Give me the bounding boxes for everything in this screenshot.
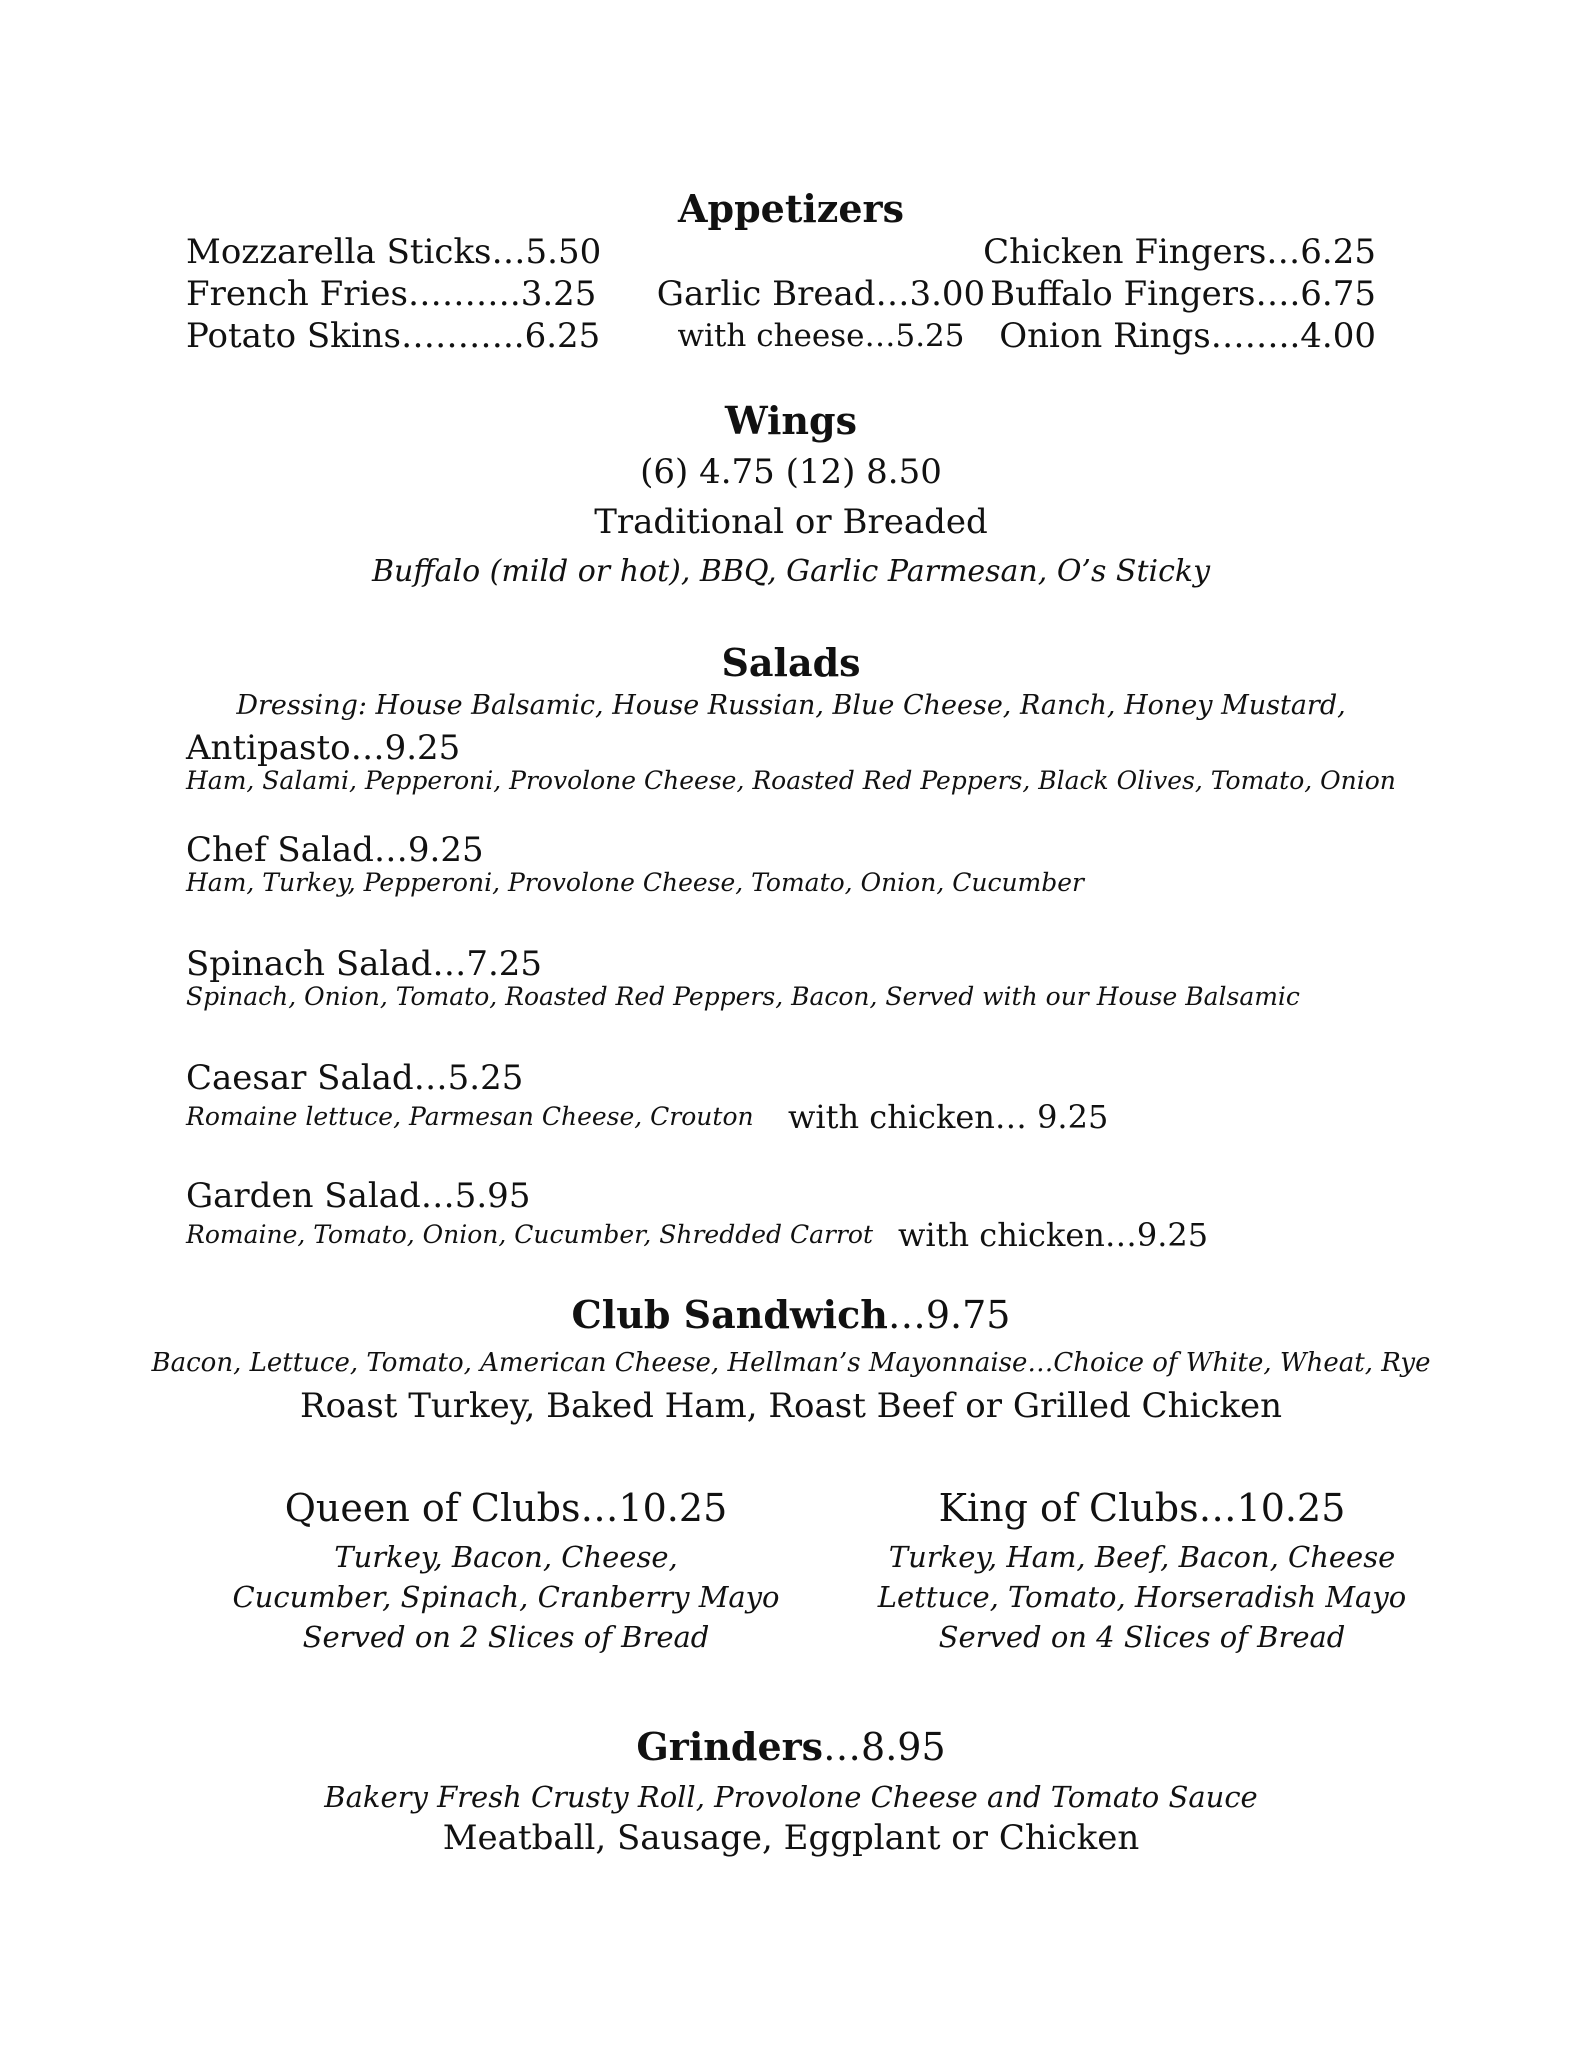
grinders-price: …8.95 (823, 1725, 946, 1769)
appetizer-item: Onion Rings……..4.00 (999, 316, 1376, 356)
king-of-clubs-line: Turkey, Ham, Beef, Bacon, Cheese (888, 1540, 1396, 1574)
salads-heading: Salads (721, 640, 861, 685)
salad-name: Chef Salad…9.25 (186, 830, 484, 870)
grinders-desc: Bakery Fresh Crusty Roll, Provolone Cheese and Tomato Sauce (324, 1780, 1258, 1814)
club-options: Roast Turkey, Baked Ham, Roast Beef or Grilled Chicken (299, 1386, 1283, 1426)
wings-prices: (6) 4.75 (12) 8.50 (640, 452, 942, 492)
appetizer-item: with cheese…5.25 (677, 318, 965, 354)
grinders-options: Meatball, Sausage, Eggplant or Chicken (442, 1818, 1140, 1858)
club-heading (0, 1292, 1582, 1337)
grinders-title: Grinders (636, 1724, 824, 1769)
salad-desc: Ham, Salami, Pepperoni, Provolone Cheese, Roasted Red Peppers, Black Olives, Tomato, Onion (186, 766, 1396, 795)
queen-of-clubs-line: Cucumber, Spinach, Cranberry Mayo (232, 1580, 780, 1614)
queen-of-clubs-name: Queen of Clubs…10.25 (284, 1486, 728, 1530)
queen-of-clubs-line: Served on 2 Slices of Bread (302, 1620, 710, 1654)
king-of-clubs-name: King of Clubs…10.25 (938, 1486, 1346, 1530)
king-of-clubs-line: Served on 4 Slices of Bread (938, 1620, 1346, 1654)
king-of-clubs-line: Lettuce, Tomato, Horseradish Mayo (877, 1580, 1407, 1614)
wings-heading: Wings (724, 398, 858, 443)
salad-name: Spinach Salad…7.25 (186, 944, 543, 984)
salad-name: Antipasto…9.25 (186, 728, 461, 768)
salad-desc: Romaine lettuce, Parmesan Cheese, Crouton (186, 1102, 754, 1131)
salad-desc: Romaine, Tomato, Onion, Cucumber, Shredded Carrot (186, 1220, 873, 1249)
wings-style: Traditional or Breaded (594, 502, 988, 542)
appetizer-item: Chicken Fingers…6.25 (983, 232, 1376, 272)
salads-dressing: Dressing: House Balsamic, House Russian, Blue Cheese, Ranch, Honey Mustard, (236, 690, 1346, 721)
queen-of-clubs-line: Turkey, Bacon, Cheese, (334, 1540, 678, 1574)
club-title: Club Sandwich (571, 1292, 888, 1337)
appetizer-item: French Fries……….3.25 (186, 274, 597, 314)
appetizer-item: Potato Skins………..6.25 (186, 316, 601, 356)
salad-extra: with chicken… 9.25 (788, 1098, 1109, 1136)
club-desc: Bacon, Lettuce, Tomato, American Cheese, Hellman’s Mayonnaise…Choice of White, Wheat, Rye (151, 1348, 1431, 1378)
salad-name: Garden Salad…5.95 (186, 1176, 531, 1216)
wings-flavors: Buffalo (mild or hot), BBQ, Garlic Parmesan, O’s Sticky (371, 554, 1211, 589)
salad-extra: with chicken…9.25 (898, 1216, 1209, 1254)
club-price: …9.75 (887, 1293, 1011, 1337)
appetizers-heading: Appetizers (678, 186, 904, 231)
appetizer-item: Mozzarella Sticks…5.50 (186, 232, 602, 272)
salad-desc: Spinach, Onion, Tomato, Roasted Red Peppers, Bacon, Served with our House Balsamic (186, 982, 1300, 1011)
salad-name: Caesar Salad…5.25 (186, 1058, 524, 1098)
salad-desc: Ham, Turkey, Pepperoni, Provolone Cheese, Tomato, Onion, Cucumber (186, 868, 1084, 897)
appetizer-item: Buffalo Fingers….6.75 (990, 274, 1376, 314)
grinders-heading (0, 1724, 1582, 1769)
appetizer-item: Garlic Bread…3.00 (656, 274, 986, 314)
